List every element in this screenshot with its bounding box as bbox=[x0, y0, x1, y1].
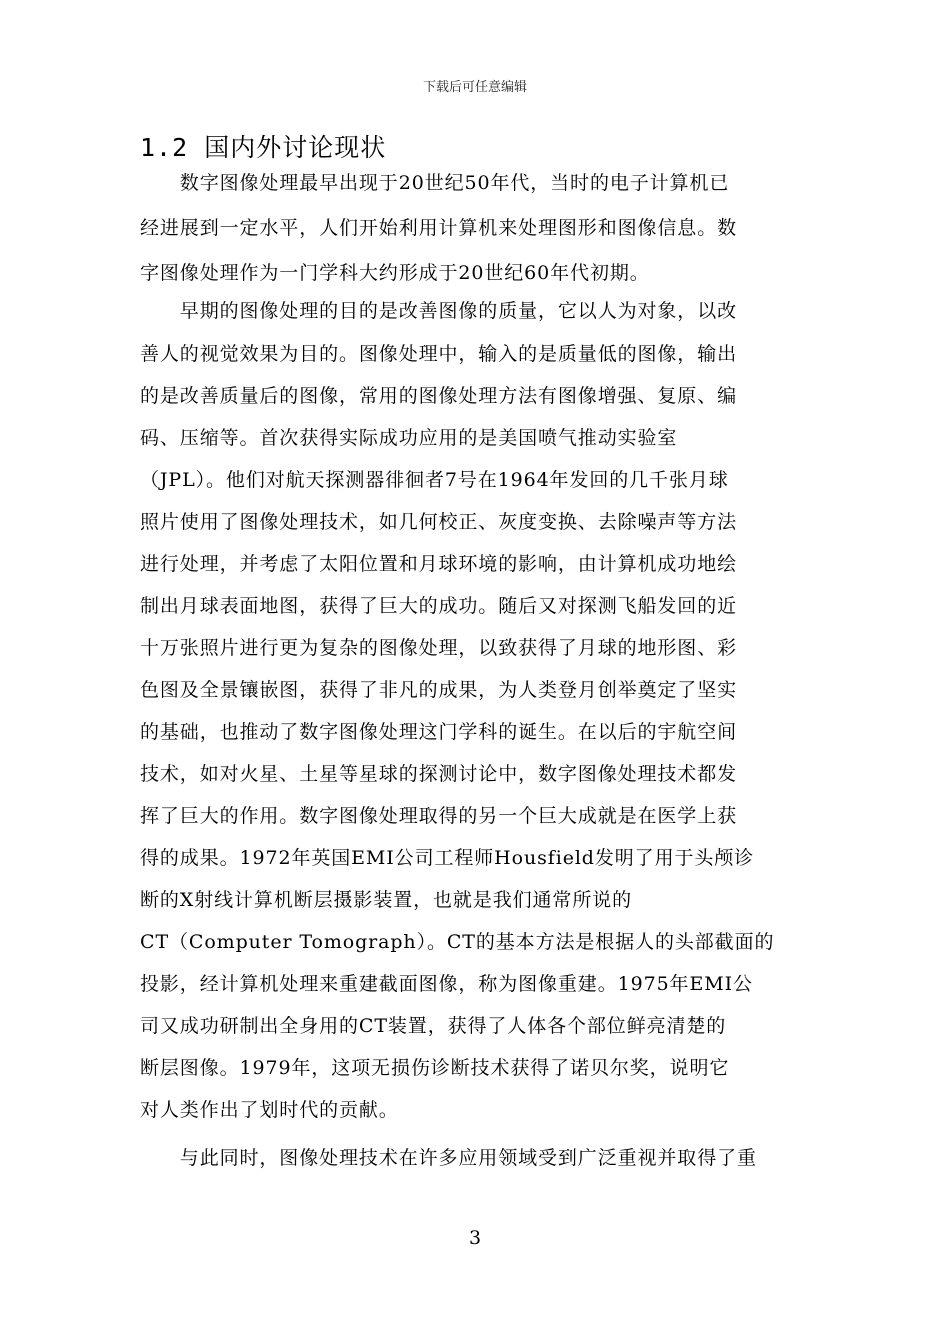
text-line: 技术，如对火星、土星等星球的探测讨论中，数字图像处理技术都发 bbox=[140, 763, 738, 785]
text-line: 与此同时，图像处理技术在许多应用领域受到广泛重视并取得了重 bbox=[140, 1147, 757, 1169]
text-line: 得的成果。1972年英国EMI公司工程师Housfield发明了用于头颅诊 bbox=[140, 847, 755, 869]
section-title: 1.2 国内外讨论现状 bbox=[140, 133, 387, 162]
text-line: 善人的视觉效果为目的。图像处理中，输入的是质量低的图像，输出 bbox=[140, 343, 738, 365]
text-line: 进行处理，并考虑了太阳位置和月球环境的影响，由计算机成功地绘 bbox=[140, 553, 738, 575]
text-line: 的基础，也推动了数字图像处理这门学科的诞生。在以后的宇航空间 bbox=[140, 721, 738, 743]
text-line: 断的X射线计算机断层摄影装置，也就是我们通常所说的 bbox=[140, 889, 633, 911]
text-line: 经进展到一定水平，人们开始利用计算机来处理图形和图像信息。数 bbox=[140, 217, 738, 239]
text-line: 码、压缩等。首次获得实际成功应用的是美国喷气推动实验室 bbox=[140, 427, 678, 449]
text-line: 十万张照片进行更为复杂的图像处理，以致获得了月球的地形图、彩 bbox=[140, 637, 738, 659]
text-line: 对人类作出了划时代的贡献。 bbox=[140, 1099, 399, 1121]
text-line: 的是改善质量后的图像，常用的图像处理方法有图像增强、复原、编 bbox=[140, 385, 738, 407]
text-line: 挥了巨大的作用。数字图像处理取得的另一个巨大成就是在医学上获 bbox=[140, 805, 738, 827]
text-line: CT（Computer Tomograph）。CT的基本方法是根据人的头部截面的 bbox=[140, 931, 775, 953]
text-line: 投影，经计算机处理来重建截面图像，称为图像重建。1975年EMI公 bbox=[140, 973, 753, 995]
text-line: 色图及全景镶嵌图，获得了非凡的成果，为人类登月创举奠定了坚实 bbox=[140, 679, 738, 701]
text-line: 照片使用了图像处理技术，如几何校正、灰度变换、去除噪声等方法 bbox=[140, 511, 738, 533]
page-header: 下载后可任意编辑 bbox=[422, 80, 527, 95]
text-line: 制出月球表面地图，获得了巨大的成功。随后又对探测飞船发回的近 bbox=[140, 595, 738, 617]
page-number: 3 bbox=[468, 1227, 482, 1249]
text-line: 字图像处理作为一门学科大约形成于20世纪60年代初期。 bbox=[140, 262, 650, 284]
text-line: （JPL）。他们对航天探测器徘徊者7号在1964年发回的几千张月球 bbox=[140, 469, 729, 491]
text-line: 断层图像。1979年，这项无损伤诊断技术获得了诺贝尔奖，说明它 bbox=[140, 1057, 730, 1079]
text-line: 数字图像处理最早出现于20世纪50年代，当时的电子计算机已 bbox=[140, 172, 730, 194]
text-line: 司又成功研制出全身用的CT装置，获得了人体各个部位鲜亮清楚的 bbox=[140, 1015, 727, 1037]
text-line: 早期的图像处理的目的是改善图像的质量，它以人为对象，以改 bbox=[140, 300, 738, 322]
